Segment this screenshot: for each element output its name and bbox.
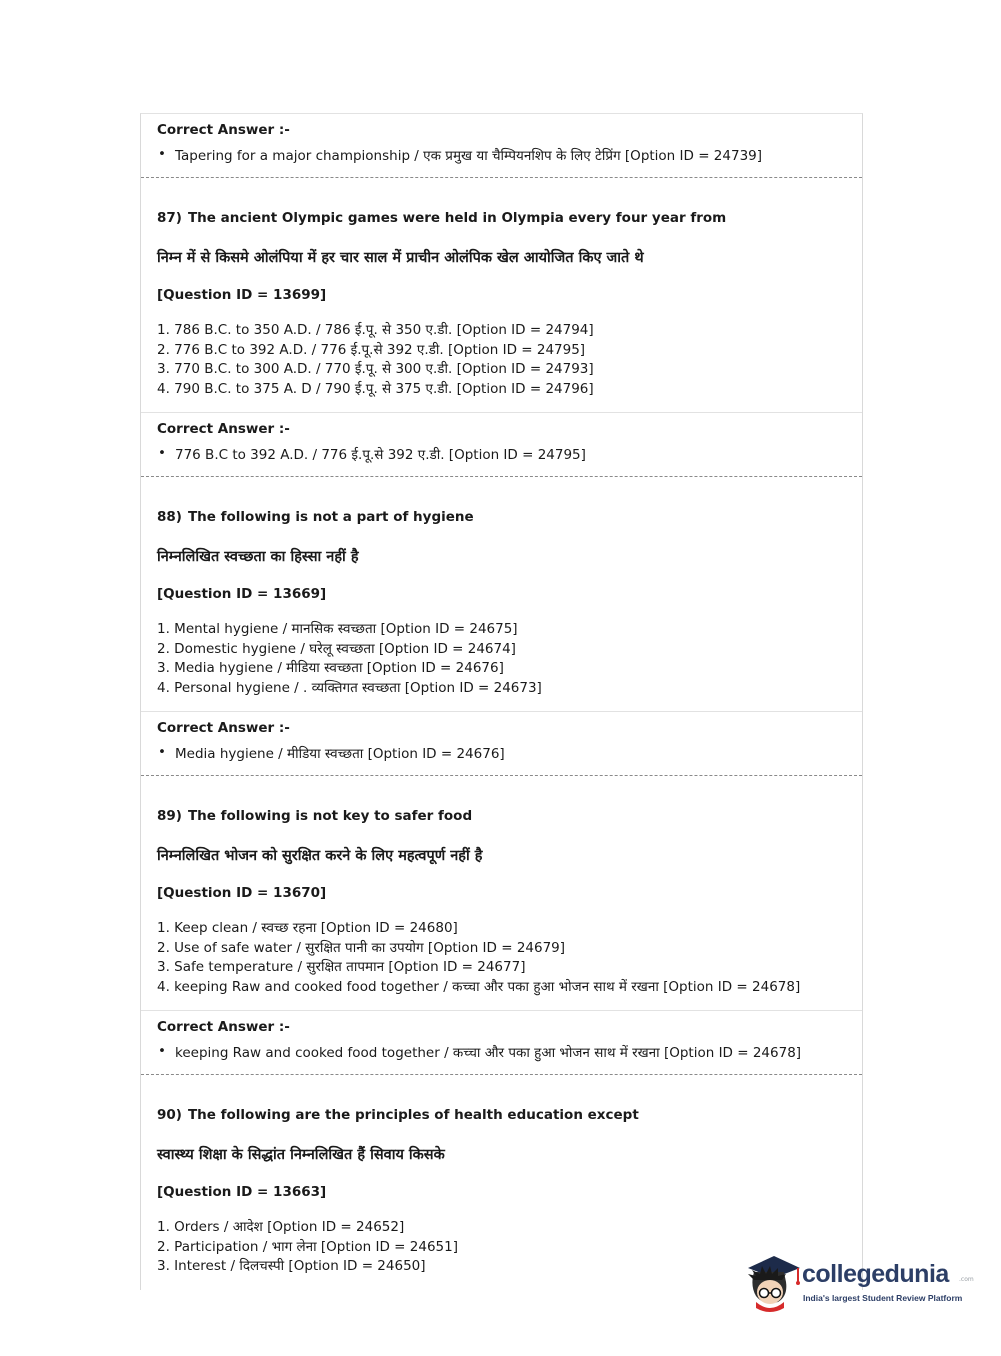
- question-hindi: निम्नलिखित स्वच्छता का हिस्सा नहीं है: [157, 549, 359, 565]
- option: 3. Media hygiene / मीडिया स्वच्छता [Option ID = 24676]: [157, 660, 504, 676]
- question-hindi: निम्न में से किसमे ओलंपिया में हर चार साल में प्राचीन ओलंपिक खेल आयोजित किए जाते थे: [157, 250, 644, 266]
- options-list: [157, 620, 846, 698]
- answer-88: [141, 712, 862, 776]
- answer-label: Correct Answer :-: [157, 122, 290, 138]
- previous-answer: [141, 114, 862, 178]
- option: 3. Safe temperature / सुरक्षित तापमान [Option ID = 24677]: [157, 959, 526, 975]
- answer-label: Correct Answer :-: [157, 1019, 290, 1035]
- question-hindi: स्वास्थ्य शिक्षा के सिद्धांत निम्नलिखित हैं सिवाय किसके: [157, 1147, 445, 1163]
- bullet-icon: •: [158, 445, 166, 461]
- option: 2. 776 B.C to 392 A.D. / 776 ई.पू.से 392 ए.डी. [Option ID = 24795]: [157, 341, 586, 358]
- question-title: 89) The following is not key to safer food: [157, 808, 473, 824]
- answer-label: Correct Answer :-: [157, 720, 290, 736]
- logo-domain: .com: [959, 1276, 974, 1283]
- question-title: 88) The following is not a part of hygiene: [157, 509, 474, 525]
- options-list: [157, 321, 846, 399]
- question-id: [Question ID = 13699]: [157, 287, 327, 303]
- option: 4. keeping Raw and cooked food together / कच्चा और पका हुआ भोजन साथ में रखना [Option ID = 24678]: [157, 978, 801, 995]
- option: 1. 786 B.C. to 350 A.D. / 786 ई.पू. से 350 ए.डी. [Option ID = 24794]: [157, 322, 594, 338]
- bullet-icon: •: [158, 744, 166, 760]
- answer-87: [141, 413, 862, 477]
- logo-tagline: India's largest Student Review Platform: [803, 1293, 963, 1303]
- option: 4. 790 B.C. to 375 A. D / 790 ई.पू. से 375 ए.डी. [Option ID = 24796]: [157, 380, 594, 397]
- answer-line: [157, 445, 846, 463]
- answer-line: [157, 1043, 846, 1061]
- question-title: 90) The following are the principles of health education except: [157, 1107, 639, 1123]
- answer-text: 776 B.C to 392 A.D. / 776 ई.पू.से 392 ए.डी. [Option ID = 24795]: [175, 447, 586, 463]
- logo-wordmark: collegedunia: [802, 1260, 949, 1288]
- collegedunia-logo[interactable]: [740, 1252, 974, 1312]
- option: 2. Use of safe water / सुरक्षित पानी का उपयोग [Option ID = 24679]: [157, 939, 566, 956]
- question-id: [Question ID = 13670]: [157, 885, 327, 901]
- answer-text: keeping Raw and cooked food together / कच्चा और पका हुआ भोजन साथ में रखना [Option ID = 24678]: [175, 1045, 802, 1061]
- option: 2. Domestic hygiene / घरेलू स्वच्छता [Option ID = 24674]: [157, 640, 516, 657]
- answer-89: [141, 1011, 862, 1075]
- option: 1. Keep clean / स्वच्छ रहना [Option ID = 24680]: [157, 920, 458, 936]
- question-hindi: निम्नलिखित भोजन को सुरक्षित करने के लिए महत्वपूर्ण नहीं है: [157, 848, 483, 864]
- question-id: [Question ID = 13663]: [157, 1184, 327, 1200]
- question-88: [141, 477, 862, 712]
- answer-text: Media hygiene / मीडिया स्वच्छता [Option ID = 24676]: [175, 746, 505, 762]
- bullet-icon: •: [158, 146, 166, 162]
- question-title: 87) The ancient Olympic games were held in Olympia every four year from: [157, 210, 727, 226]
- question-87: [141, 178, 862, 413]
- option: 1. Mental hygiene / मानसिक स्वच्छता [Option ID = 24675]: [157, 621, 518, 637]
- option: 4. Personal hygiene / . व्यक्तिगत स्वच्छता [Option ID = 24673]: [157, 679, 542, 696]
- bullet-icon: •: [158, 1043, 166, 1059]
- option: 3. Interest / दिलचस्पी [Option ID = 24650]: [157, 1258, 426, 1274]
- options-list: [157, 919, 846, 997]
- answer-label: Correct Answer :-: [157, 421, 290, 437]
- answer-line: [157, 146, 846, 164]
- option: 3. 770 B.C. to 300 A.D. / 770 ई.पू. से 300 ए.डी. [Option ID = 24793]: [157, 361, 594, 377]
- mascot-icon: [740, 1252, 804, 1314]
- question-id: [Question ID = 13669]: [157, 586, 327, 602]
- answer-line: [157, 744, 846, 762]
- option: 1. Orders / आदेश [Option ID = 24652]: [157, 1219, 405, 1235]
- answer-text: Tapering for a major championship / एक प्रमुख या चैम्पियनशिप के लिए टेप्रिंग [Option ID = 24739]: [175, 148, 763, 164]
- question-paper: [140, 113, 863, 1290]
- question-89: [141, 776, 862, 1011]
- option: 2. Participation / भाग लेना [Option ID = 24651]: [157, 1238, 458, 1255]
